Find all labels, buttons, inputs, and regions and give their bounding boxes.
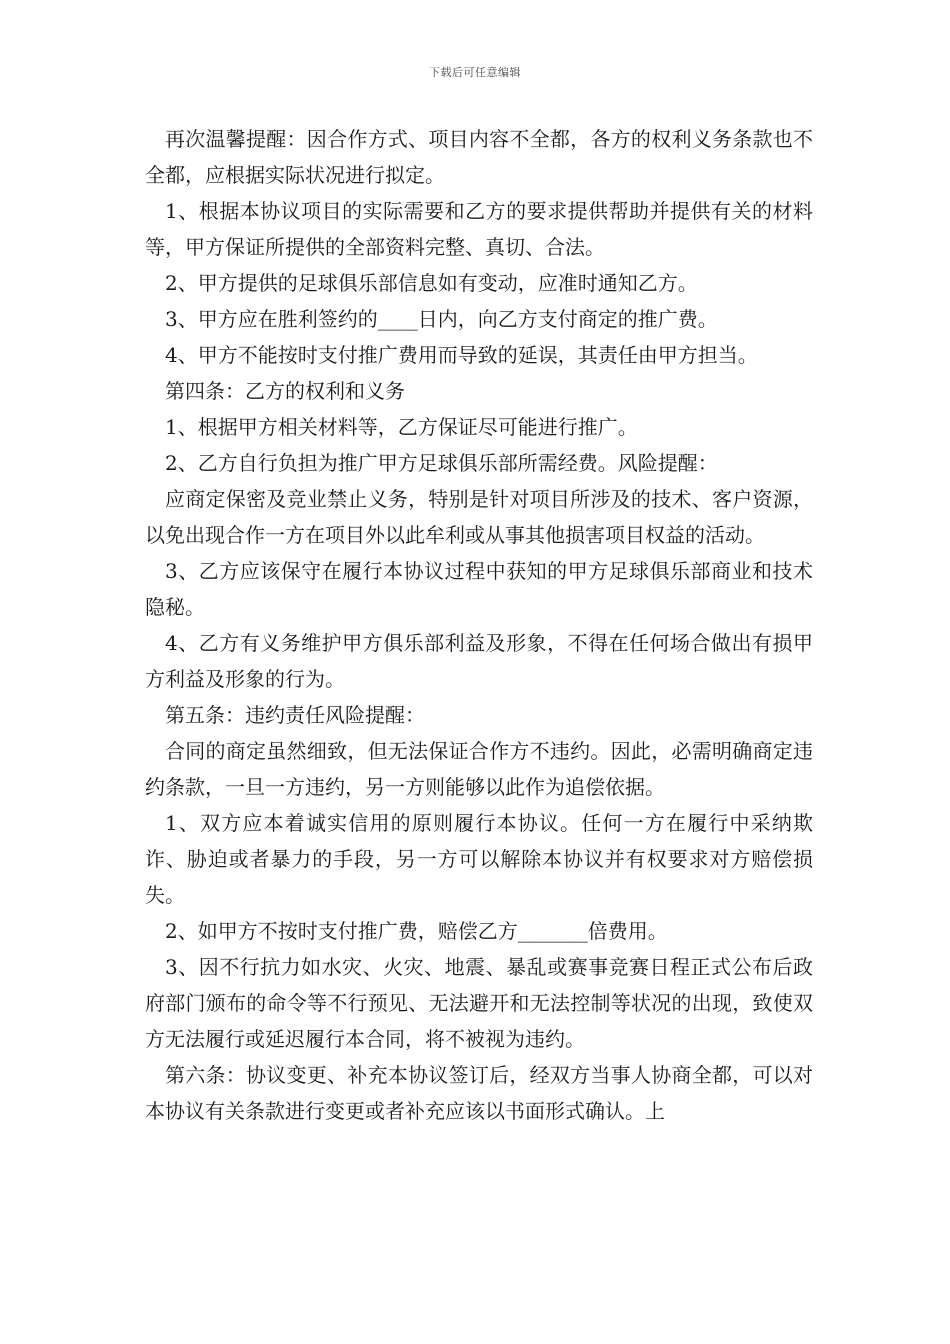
section-heading-article-4: 第四条：乙方的权利和义务 [165, 379, 405, 403]
paragraph-party-a-item-1: 1、根据本协议项目的实际需要和乙方的要求提供帮助并提供有关的材料等，甲方保证所提供的全部资料完整、真切、合法。 [145, 199, 813, 259]
paragraph-party-a-item-2: 2、甲方提供的足球俱乐部信息如有变动，应准时通知乙方。 [165, 271, 698, 295]
paragraph-reminder: 再次温馨提醒：因合作方式、项目内容不全都，各方的权利义务条款也不全都，应根据实际状况进行拟定。 [145, 127, 813, 187]
section-heading-article-5: 第五条：违约责任风险提醒： [165, 703, 425, 727]
paragraph-party-a-item-4: 4、甲方不能按时支付推广费用而导致的延误，其责任由甲方担当。 [165, 343, 758, 367]
paragraph-breach-item-2: 2、如甲方不按时支付推广费，赔偿乙方_______倍费用。 [165, 919, 668, 943]
paragraph-party-b-item-1: 1、根据甲方相关材料等，乙方保证尽可能进行推广。 [165, 415, 638, 439]
section-heading-article-6: 第六条：协议变更、补充本协议签订后，经双方当事人协商全都，可以对本协议有关条款进行变更或者补充应该以书面形式确认。上 [145, 1063, 813, 1123]
paragraph-breach-note: 合同的商定虽然细致，但无法保证合作方不违约。因此，必需明确商定违约条款，一旦一方违约，另一方则能够以此作为追偿依据。 [145, 739, 813, 799]
document-body [145, 121, 813, 1129]
paragraph-breach-item-1: 1、双方应本着诚实信用的原则履行本协议。任何一方在履行中采纳欺诈、胁迫或者暴力的手段，另一方可以解除本协议并有权要求对方赔偿损失。 [145, 811, 813, 907]
paragraph-party-a-item-3: 3、甲方应在胜利签约的____日内，向乙方支付商定的推广费。 [165, 307, 718, 331]
page-header: 下载后可任意编辑 [429, 66, 521, 79]
paragraph-party-b-item-2: 2、乙方自行负担为推广甲方足球俱乐部所需经费。风险提醒： [165, 451, 718, 475]
paragraph-confidentiality-note: 应商定保密及竞业禁止义务，特别是针对项目所涉及的技术、客户资源，以免出现合作一方在项目外以此牟利或从事其他损害项目权益的活动。 [145, 487, 813, 547]
paragraph-party-b-item-4: 4、乙方有义务维护甲方俱乐部利益及形象，不得在任何场合做出有损甲方利益及形象的行为。 [145, 631, 813, 691]
paragraph-party-b-item-3: 3、乙方应该保守在履行本协议过程中获知的甲方足球俱乐部商业和技术隐秘。 [145, 559, 813, 619]
paragraph-breach-item-3: 3、因不行抗力如水灾、火灾、地震、暴乱或赛事竞赛日程正式公布后政府部门颁布的命令等不行预见、无法避开和无法控制等状况的出现，致使双方无法履行或延迟履行本合同，将不被视为违约。 [145, 955, 813, 1051]
